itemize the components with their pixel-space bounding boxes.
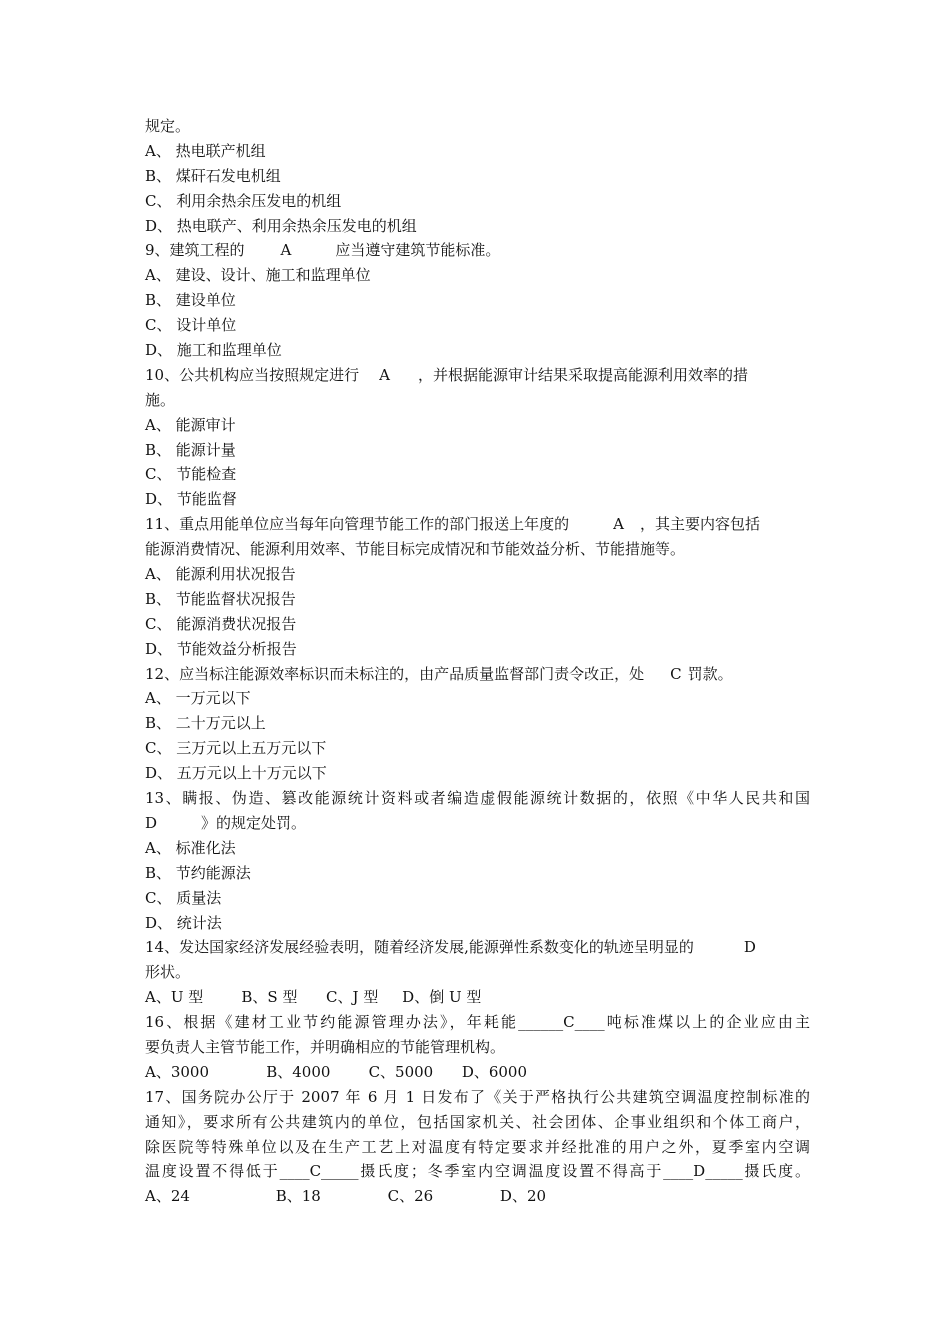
option-line: C、 三万元以上五万元以下 bbox=[145, 739, 327, 758]
answer-letter: C bbox=[670, 664, 682, 683]
option-line: D、 热电联产、利用余热余压发电的机组 bbox=[145, 216, 417, 235]
answer-letter: A bbox=[379, 365, 390, 384]
option-line: B、 节能监督状况报告 bbox=[145, 589, 296, 608]
option-line: A、 一万元以下 bbox=[145, 689, 251, 708]
text-line: 通知》，要求所有公共建筑内的单位，包括国家机关、社会团体、企事业组织和个体工商户， bbox=[145, 1112, 810, 1131]
question-text: ，并根据能源审计结果采取提高能源利用效率的措 bbox=[417, 365, 748, 384]
answer-letter: D bbox=[743, 938, 756, 957]
question-line bbox=[145, 363, 810, 388]
question-line bbox=[145, 935, 810, 960]
option-line: B、 能源计量 bbox=[145, 440, 236, 459]
option-line: A、24 B、18 C、26 D、20 bbox=[145, 1187, 547, 1206]
option-line: D、 节能监督 bbox=[145, 490, 237, 509]
question-text: ，其主要内容包括 bbox=[639, 515, 760, 534]
text-line: 温度设置不得低于____C_____摄氏度；冬季室内空调温度设置不得高于____D_____摄氏度。 bbox=[145, 1162, 810, 1181]
option-line: C、 节能检查 bbox=[145, 465, 237, 484]
option-line: C、 利用余热余压发电的机组 bbox=[145, 191, 342, 210]
option-line: D、 统计法 bbox=[145, 913, 222, 932]
option-line: A、 标准化法 bbox=[145, 838, 236, 857]
option-line: A、 能源审计 bbox=[145, 415, 236, 434]
text-line: 要负责人主管节能工作，并明确相应的节能管理机构。 bbox=[145, 1037, 506, 1056]
text-line: 17、国务院办公厅于 2007 年 6 月 1 日发布了《关于严格执行公共建筑空调温度控制标准的 bbox=[145, 1087, 810, 1106]
text-line: 能源消费情况、能源利用效率、节能目标完成情况和节能效益分析、节能措施等。 bbox=[145, 540, 686, 559]
question-text: 9、建筑工程的 bbox=[145, 241, 245, 260]
option-line: A、 热电联产机组 bbox=[145, 141, 266, 160]
option-line: B、 二十万元以上 bbox=[145, 714, 266, 733]
question-text: 11、重点用能单位应当每年向管理节能工作的部门报送上年度的 bbox=[145, 515, 570, 534]
question-text: 10、公共机构应当按照规定进行 bbox=[145, 365, 360, 384]
option-line: D、 五万元以上十万元以下 bbox=[145, 764, 327, 783]
text-line: 施。 bbox=[145, 390, 176, 409]
answer-letter: D bbox=[145, 813, 158, 832]
answer-letter: A bbox=[280, 241, 292, 260]
question-line bbox=[145, 238, 810, 263]
question-line bbox=[145, 662, 810, 687]
option-line: D、 节能效益分析报告 bbox=[145, 639, 297, 658]
option-line: C、 设计单位 bbox=[145, 316, 237, 335]
option-line: D、 施工和监理单位 bbox=[145, 341, 282, 360]
option-line: B、 煤矸石发电机组 bbox=[145, 166, 281, 185]
question-text: 应当遵守建筑节能标准。 bbox=[335, 241, 501, 260]
option-line: A、 能源利用状况报告 bbox=[145, 565, 296, 584]
text-line: 13、瞒报、伪造、篡改能源统计资料或者编造虚假能源统计数据的，依照《中华人民共和国 bbox=[145, 789, 810, 808]
option-line: A、U 型 B、S 型 C、J 型 D、倒 U 型 bbox=[145, 988, 482, 1007]
text-line: 规定。 bbox=[145, 117, 191, 135]
option-line: A、3000 B、4000 C、5000 D、6000 bbox=[145, 1062, 528, 1081]
option-line: C、 能源消费状况报告 bbox=[145, 614, 297, 633]
question-text: 罚款。 bbox=[687, 664, 733, 683]
text-line: 16、根据《建材工业节约能源管理办法》，年耗能______C____吨标准煤以上的企业应由主 bbox=[145, 1013, 810, 1032]
answer-letter: A bbox=[613, 515, 624, 534]
question-text: 12、应当标注能源效率标识而未标注的，由产品质量监督部门责令改正，处 bbox=[145, 664, 645, 683]
question-text: 》的规定处罚。 bbox=[201, 813, 307, 832]
text-line: 形状。 bbox=[145, 963, 191, 982]
option-line: A、 建设、设计、施工和监理单位 bbox=[145, 266, 371, 285]
option-line: B、 建设单位 bbox=[145, 291, 236, 310]
question-line bbox=[145, 811, 810, 836]
text-line: 除医院等特殊单位以及在生产工艺上对温度有特定要求并经批准的用户之外，夏季室内空调 bbox=[145, 1137, 810, 1156]
question-text: 14、发达国家经济发展经验表明，随着经济发展,能源弹性系数变化的轨迹呈明显的 bbox=[145, 938, 694, 957]
option-line: B、 节约能源法 bbox=[145, 863, 251, 882]
question-text-column bbox=[145, 114, 810, 1209]
option-line: C、 质量法 bbox=[145, 888, 222, 907]
question-line bbox=[145, 512, 810, 537]
